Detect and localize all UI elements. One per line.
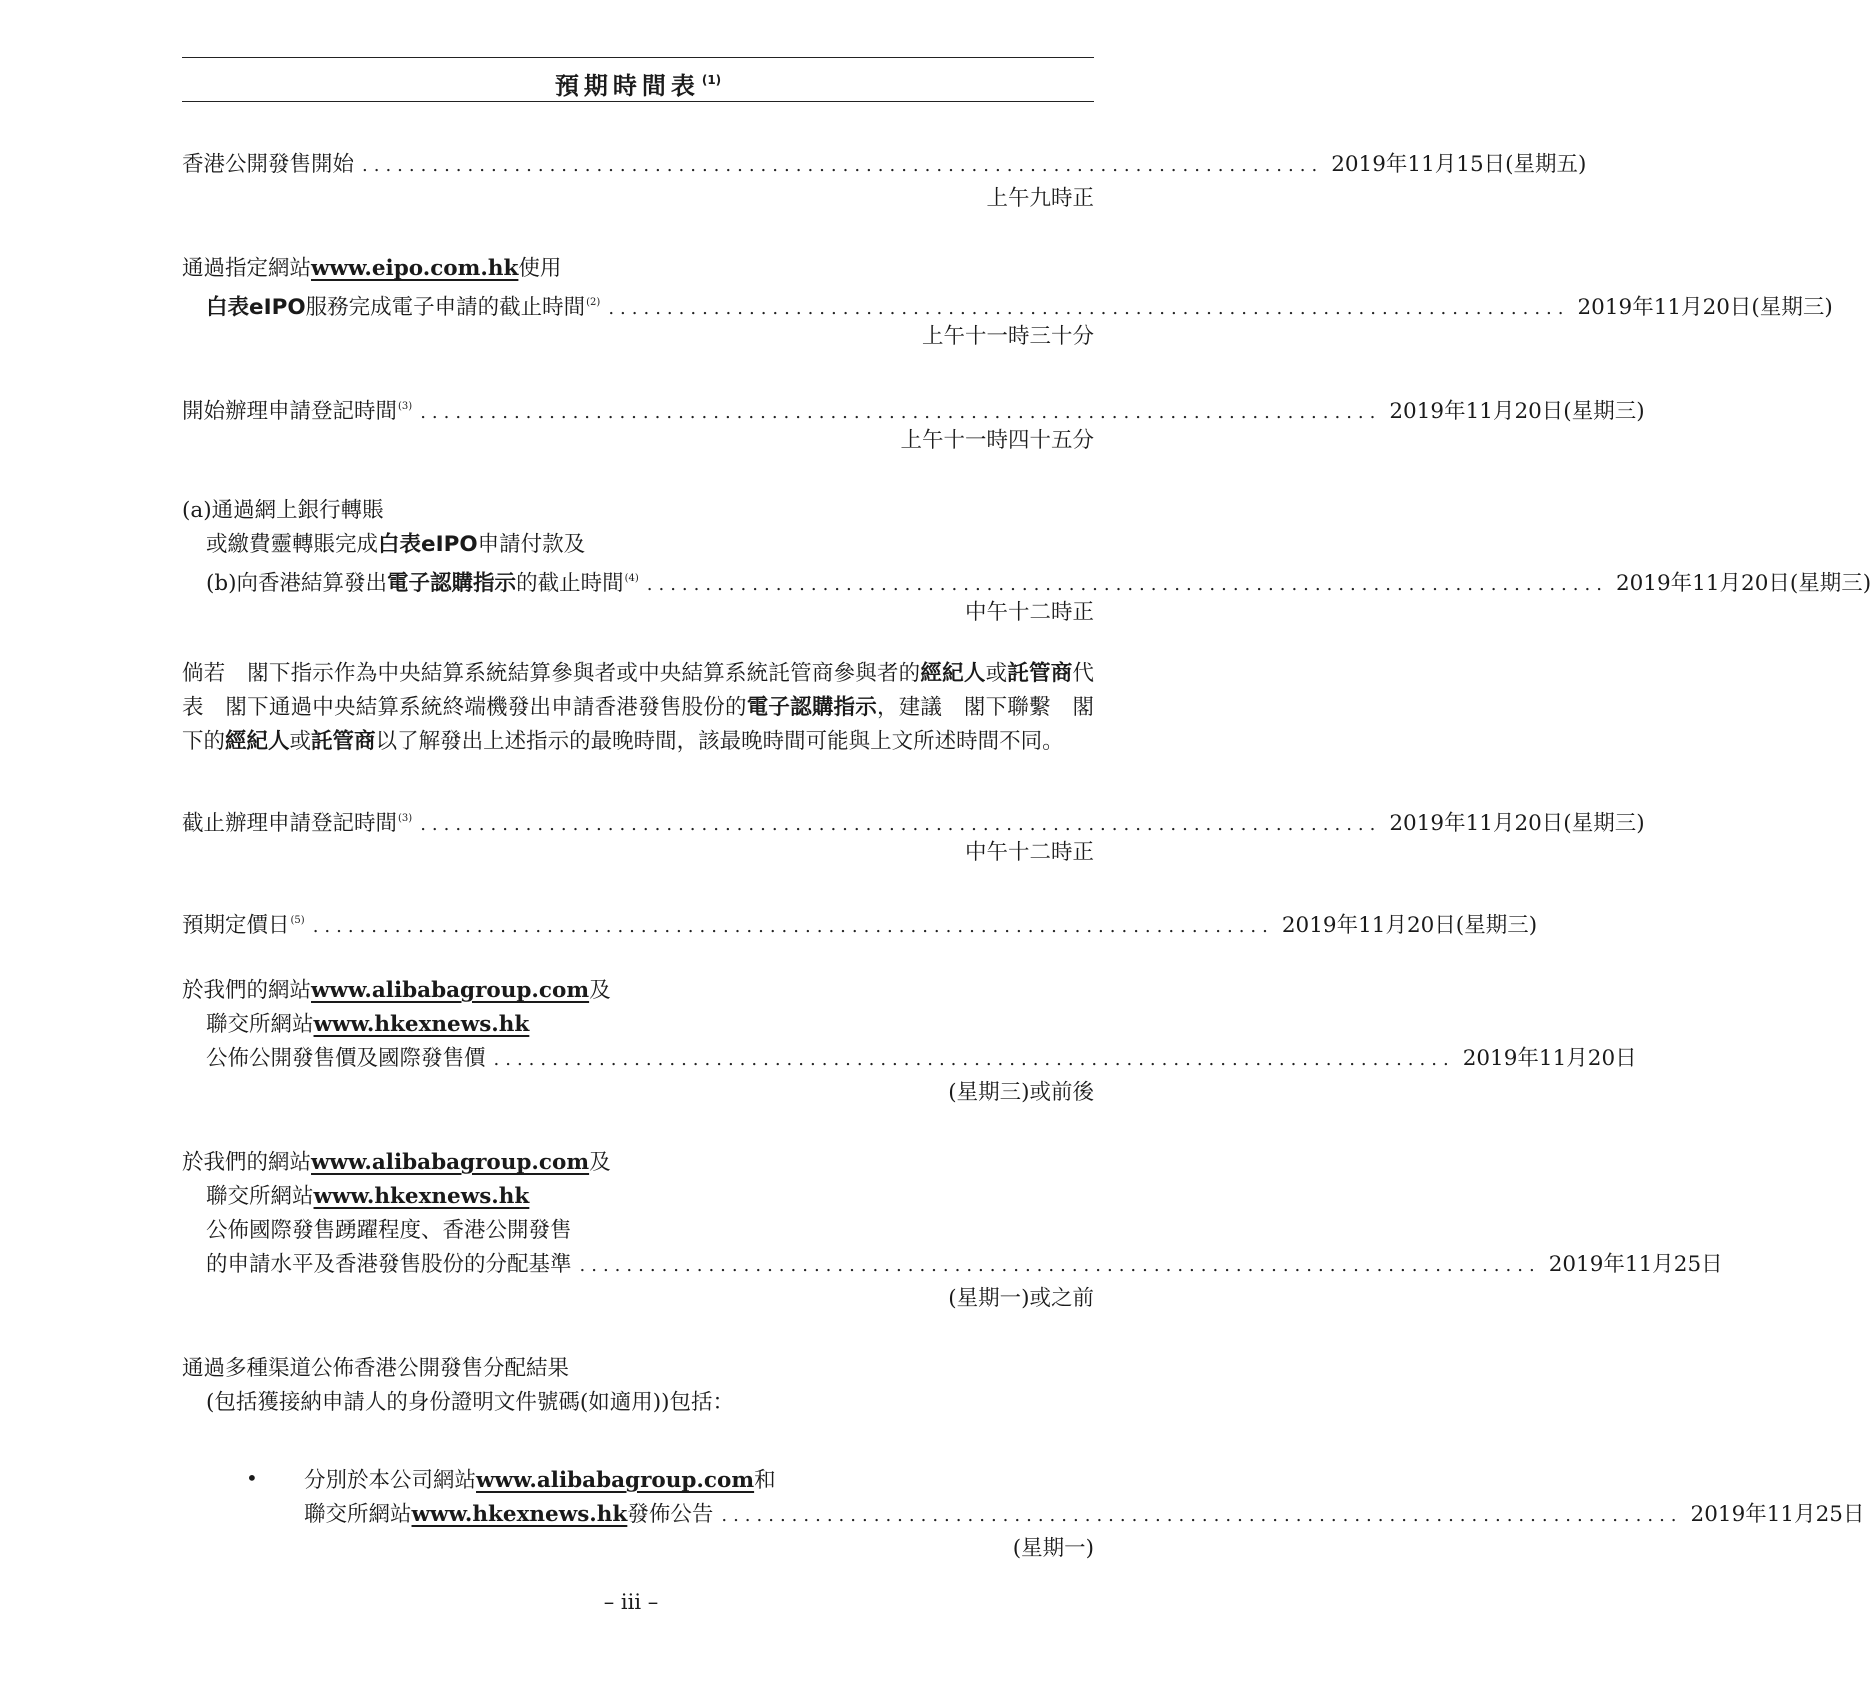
schedule-row-allocation-basis-line1: 於我們的網站 www.alibabagroup.com 及 (182, 1146, 1094, 1180)
schedule-row-allocation-basis-line3: 公佈國際發售踴躍程度、香港公開發售 (206, 1218, 572, 1243)
schedule-row-application-lists-close: 截止辦理申請登記時間$^{(3)}$ .................................................................................. 2019年11月20日(星期三) (182, 802, 1094, 836)
title-note: (1) (701, 73, 722, 87)
schedule-row-results-line2: (包括獲接納申請人的身份證明文件號碼(如適用))包括： (206, 1390, 735, 1415)
schedule-time: 中午十二時正 (964, 840, 1094, 865)
schedule-row-price-announcement-line2: 聯交所網站 www.hkexnews.hk (206, 1008, 1094, 1042)
leader-dots: .................................................................................. (721, 1505, 1683, 1526)
schedule-row-allocation-basis: 的申請水平及香港發售股份的分配基準 .................................................................................. 2019年11月25日 (206, 1248, 1094, 1282)
schedule-row-results-announcement-line1: 分別於本公司網站 www.alibabagroup.com 和 (304, 1464, 1094, 1498)
hkexnews-website-link[interactable]: www.hkexnews.hk (313, 1012, 530, 1037)
leader-dots: .................................................................................. (312, 916, 1274, 937)
leader-dots: .................................................................................. (608, 298, 1570, 319)
schedule-row-results-announcement: 聯交所網站www.hkexnews.hk發佈公告 .................................................................................. 2019年11月25日 (304, 1498, 1094, 1532)
eipo-website-link[interactable]: www.eipo.com.hk (311, 256, 519, 281)
schedule-row-results-line1: 通過多種渠道公佈香港公開發售分配結果 (182, 1356, 570, 1381)
schedule-row-hk-offer-start: 香港公開發售開始 .................................................................................. 2019年11月15日(星期五) (182, 148, 1094, 182)
leader-dots: .................................................................................. (493, 1049, 1455, 1070)
alibaba-website-link[interactable]: www.alibabagroup.com (311, 1150, 590, 1175)
schedule-row-allocation-basis-line2: 聯交所網站 www.hkexnews.hk (206, 1180, 1094, 1214)
schedule-date: 2019年11月20日(星期三) (1577, 295, 1833, 320)
header-rule-top (182, 57, 1094, 58)
schedule-time: 上午十一時三十分 (921, 324, 1094, 349)
schedule-date: 2019年11月20日(星期三) (1389, 399, 1645, 424)
leader-dots: .................................................................................. (420, 402, 1382, 423)
leader-dots: .................................................................................. (646, 574, 1608, 595)
schedule-row-eipo-deadline: 白表eIPO服務完成電子申請的截止時間$^{(2)}$ .................................................................................. 2019年11月20日(星期三) (206, 286, 1094, 320)
schedule-date: 2019年11月20日(星期三) (1389, 811, 1645, 836)
schedule-time: 上午九時正 (986, 186, 1094, 211)
schedule-row-eipi-deadline: (b)向香港結算發出電子認購指示的截止時間$^{(4)}$ .................................................................................. 2019年11月20日(星期三) (206, 562, 1094, 596)
schedule-time: (星期三)或前後 (948, 1080, 1094, 1105)
alibaba-website-link[interactable]: www.alibabagroup.com (476, 1468, 755, 1493)
schedule-row-payment-line1: (a)通過網上銀行轉賬 (182, 498, 384, 523)
schedule-time: (星期一)或之前 (948, 1286, 1094, 1311)
hkexnews-website-link[interactable]: www.hkexnews.hk (313, 1184, 530, 1209)
page-title: 預期時間表 $^{(1)}$ (554, 72, 722, 100)
bullet-icon: • (246, 1466, 258, 1490)
alibaba-website-link[interactable]: www.alibabagroup.com (311, 978, 590, 1003)
hkexnews-website-link[interactable]: www.hkexnews.hk (411, 1502, 628, 1527)
schedule-date: 2019年11月25日 (1548, 1252, 1723, 1277)
schedule-time: 上午十一時四十五分 (900, 428, 1094, 453)
schedule-time: 中午十二時正 (964, 600, 1094, 625)
schedule-time: (星期一) (1012, 1536, 1094, 1561)
schedule-date: 2019年11月20日(星期三) (1615, 571, 1871, 596)
page-number: – iii – (603, 1590, 659, 1614)
leader-dots: .................................................................................. (579, 1255, 1541, 1276)
schedule-date: 2019年11月15日(星期五) (1331, 152, 1587, 177)
schedule-row-price-determination: 預期定價日$^{(5)}$ .................................................................................. 2019年11月20日(星期三) (182, 904, 1094, 938)
schedule-row-price-announcement-line1: 於我們的網站 www.alibabagroup.com 及 (182, 974, 1094, 1008)
leader-dots: .................................................................................. (362, 155, 1324, 176)
schedule-date: 2019年11月20日 (1462, 1046, 1637, 1071)
schedule-row-application-lists-open: 開始辦理申請登記時間$^{(3)}$ .................................................................................. 2019年11月20日(星期三) (182, 390, 1094, 424)
schedule-row-price-announcement: 公佈公開發售價及國際發售價 .................................................................................. 2019年11月20日 (206, 1042, 1094, 1076)
header-rule-bottom (182, 101, 1094, 102)
schedule-date: 2019年11月20日(星期三) (1281, 913, 1538, 938)
schedule-date: 2019年11月25日 (1690, 1502, 1865, 1527)
schedule-row-payment-line2: 或繳費靈轉賬完成 白表eIPO 申請付款及 (206, 532, 586, 557)
leader-dots: .................................................................................. (420, 814, 1382, 835)
broker-notice-paragraph: 倘若 閣下指示作為中央結算系統結算參與者或中央結算系統託管商參與者的經紀人或託管商代表 閣下通過中央結算系統終端機發出申請香港發售股份的電子認購指示，建議 閣下聯繫 閣下的經紀人或託管商以了解發出上述指示的最晚時間，該最晚時間可能與上文所述時間不同。 (182, 661, 1094, 754)
schedule-row-eipo-line1: 通過指定網站 www.eipo.com.hk 使用 (182, 252, 1094, 286)
